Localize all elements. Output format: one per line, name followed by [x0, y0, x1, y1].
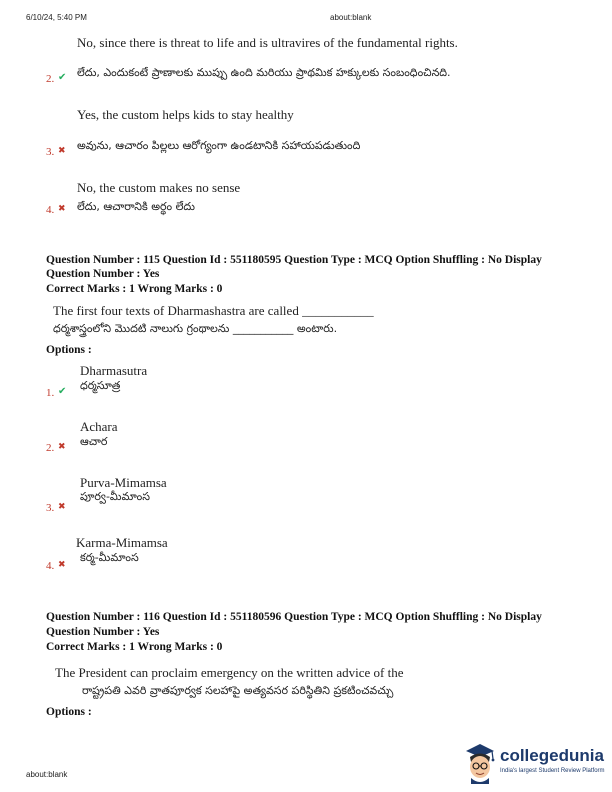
q115-option-1-telugu: ధర్మసూత్ర — [80, 379, 121, 392]
option-4-telugu: లేదు, ఆచారానికి అర్థం లేదు — [77, 200, 195, 213]
question-116-meta: Question Number : 116 Question Id : 551180596 Question Type : MCQ Option Shuffling : No Display — [46, 611, 542, 623]
question-115-meta-2: Question Number : Yes — [46, 268, 160, 280]
question-116-meta-2: Question Number : Yes — [46, 626, 160, 638]
wrong-cross-icon: ✖ — [58, 560, 66, 570]
q115-option-1-number: 1. — [46, 387, 55, 399]
options-label: Options : — [46, 706, 92, 718]
option-2-telugu: లేదు, ఎందుకంటే ప్రాణాలకు ముప్పు ఉంది మరియు ప్రాథమిక హక్కులకు సంబంధించినది. — [77, 66, 451, 79]
question-115-marks: Correct Marks : 1 Wrong Marks : 0 — [46, 283, 223, 295]
q115-option-3-english: Purva-Mimamsa — [80, 475, 167, 490]
wrong-cross-icon: ✖ — [58, 502, 66, 512]
option-2-number: 2. — [46, 73, 55, 85]
q115-option-3-number: 3. — [46, 502, 55, 514]
correct-check-icon: ✔ — [58, 72, 67, 83]
q115-option-2-number: 2. — [46, 442, 55, 454]
q115-option-4-number: 4. — [46, 560, 55, 572]
option-3-english: No, the custom makes no sense — [77, 180, 241, 195]
correct-check-icon: ✔ — [58, 386, 67, 397]
q115-option-1-english: Dharmasutra — [80, 363, 148, 378]
option-3-number: 3. — [46, 146, 55, 158]
wrong-cross-icon: ✖ — [58, 442, 66, 452]
question-115-meta: Question Number : 115 Question Id : 551180595 Question Type : MCQ Option Shuffling : No Display — [46, 254, 542, 266]
q115-option-2-english: Achara — [80, 419, 118, 434]
option-3-telugu: అవును, ఆచారం పిల్లలు ఆరోగ్యంగా ఉండటానికి సహాయపడుతుంది — [77, 139, 361, 152]
print-datetime: 6/10/24, 5:40 PM — [26, 13, 87, 22]
logo-tagline: India's largest Student Review Platform — [500, 768, 605, 774]
footer-url: about:blank — [26, 770, 68, 779]
wrong-cross-icon: ✖ — [58, 146, 66, 156]
print-url: about:blank — [330, 13, 372, 22]
q115-option-2-telugu: ఆచార — [80, 435, 108, 448]
option-2-english: Yes, the custom helps kids to stay healthy — [77, 107, 294, 122]
question-116-telugu: రాష్ట్రపతి ఎవరి వ్రాతపూర్వక సలహాపై అత్యవసర పరిస్థితిని ప్రకటించవచ్చు — [82, 684, 394, 697]
options-label: Options : — [46, 344, 92, 356]
collegedunia-logo — [462, 742, 610, 786]
question-115-telugu: ధర్మశాస్త్రంలోని మొదటి నాలుగు గ్రంథాలను ___________ అంటారు. — [53, 322, 338, 335]
option-4-number: 4. — [46, 204, 55, 216]
option-1-english: No, since there is threat to life and is ultravires of the fundamental rights. — [77, 35, 458, 50]
q115-option-4-telugu: కర్మ-మీమాంస — [80, 551, 139, 564]
student-mascot-icon — [462, 742, 498, 784]
question-116-english: The President can proclaim emergency on the written advice of the — [55, 665, 404, 680]
wrong-cross-icon: ✖ — [58, 204, 66, 214]
question-115-english: The first four texts of Dharmashastra are called ___________ — [53, 303, 374, 318]
logo-wordmark: collegedunia — [500, 746, 604, 765]
question-116-marks: Correct Marks : 1 Wrong Marks : 0 — [46, 641, 223, 653]
q115-option-4-english: Karma-Mimamsa — [76, 535, 168, 550]
q115-option-3-telugu: పూర్వ-మీమాంస — [80, 490, 150, 503]
